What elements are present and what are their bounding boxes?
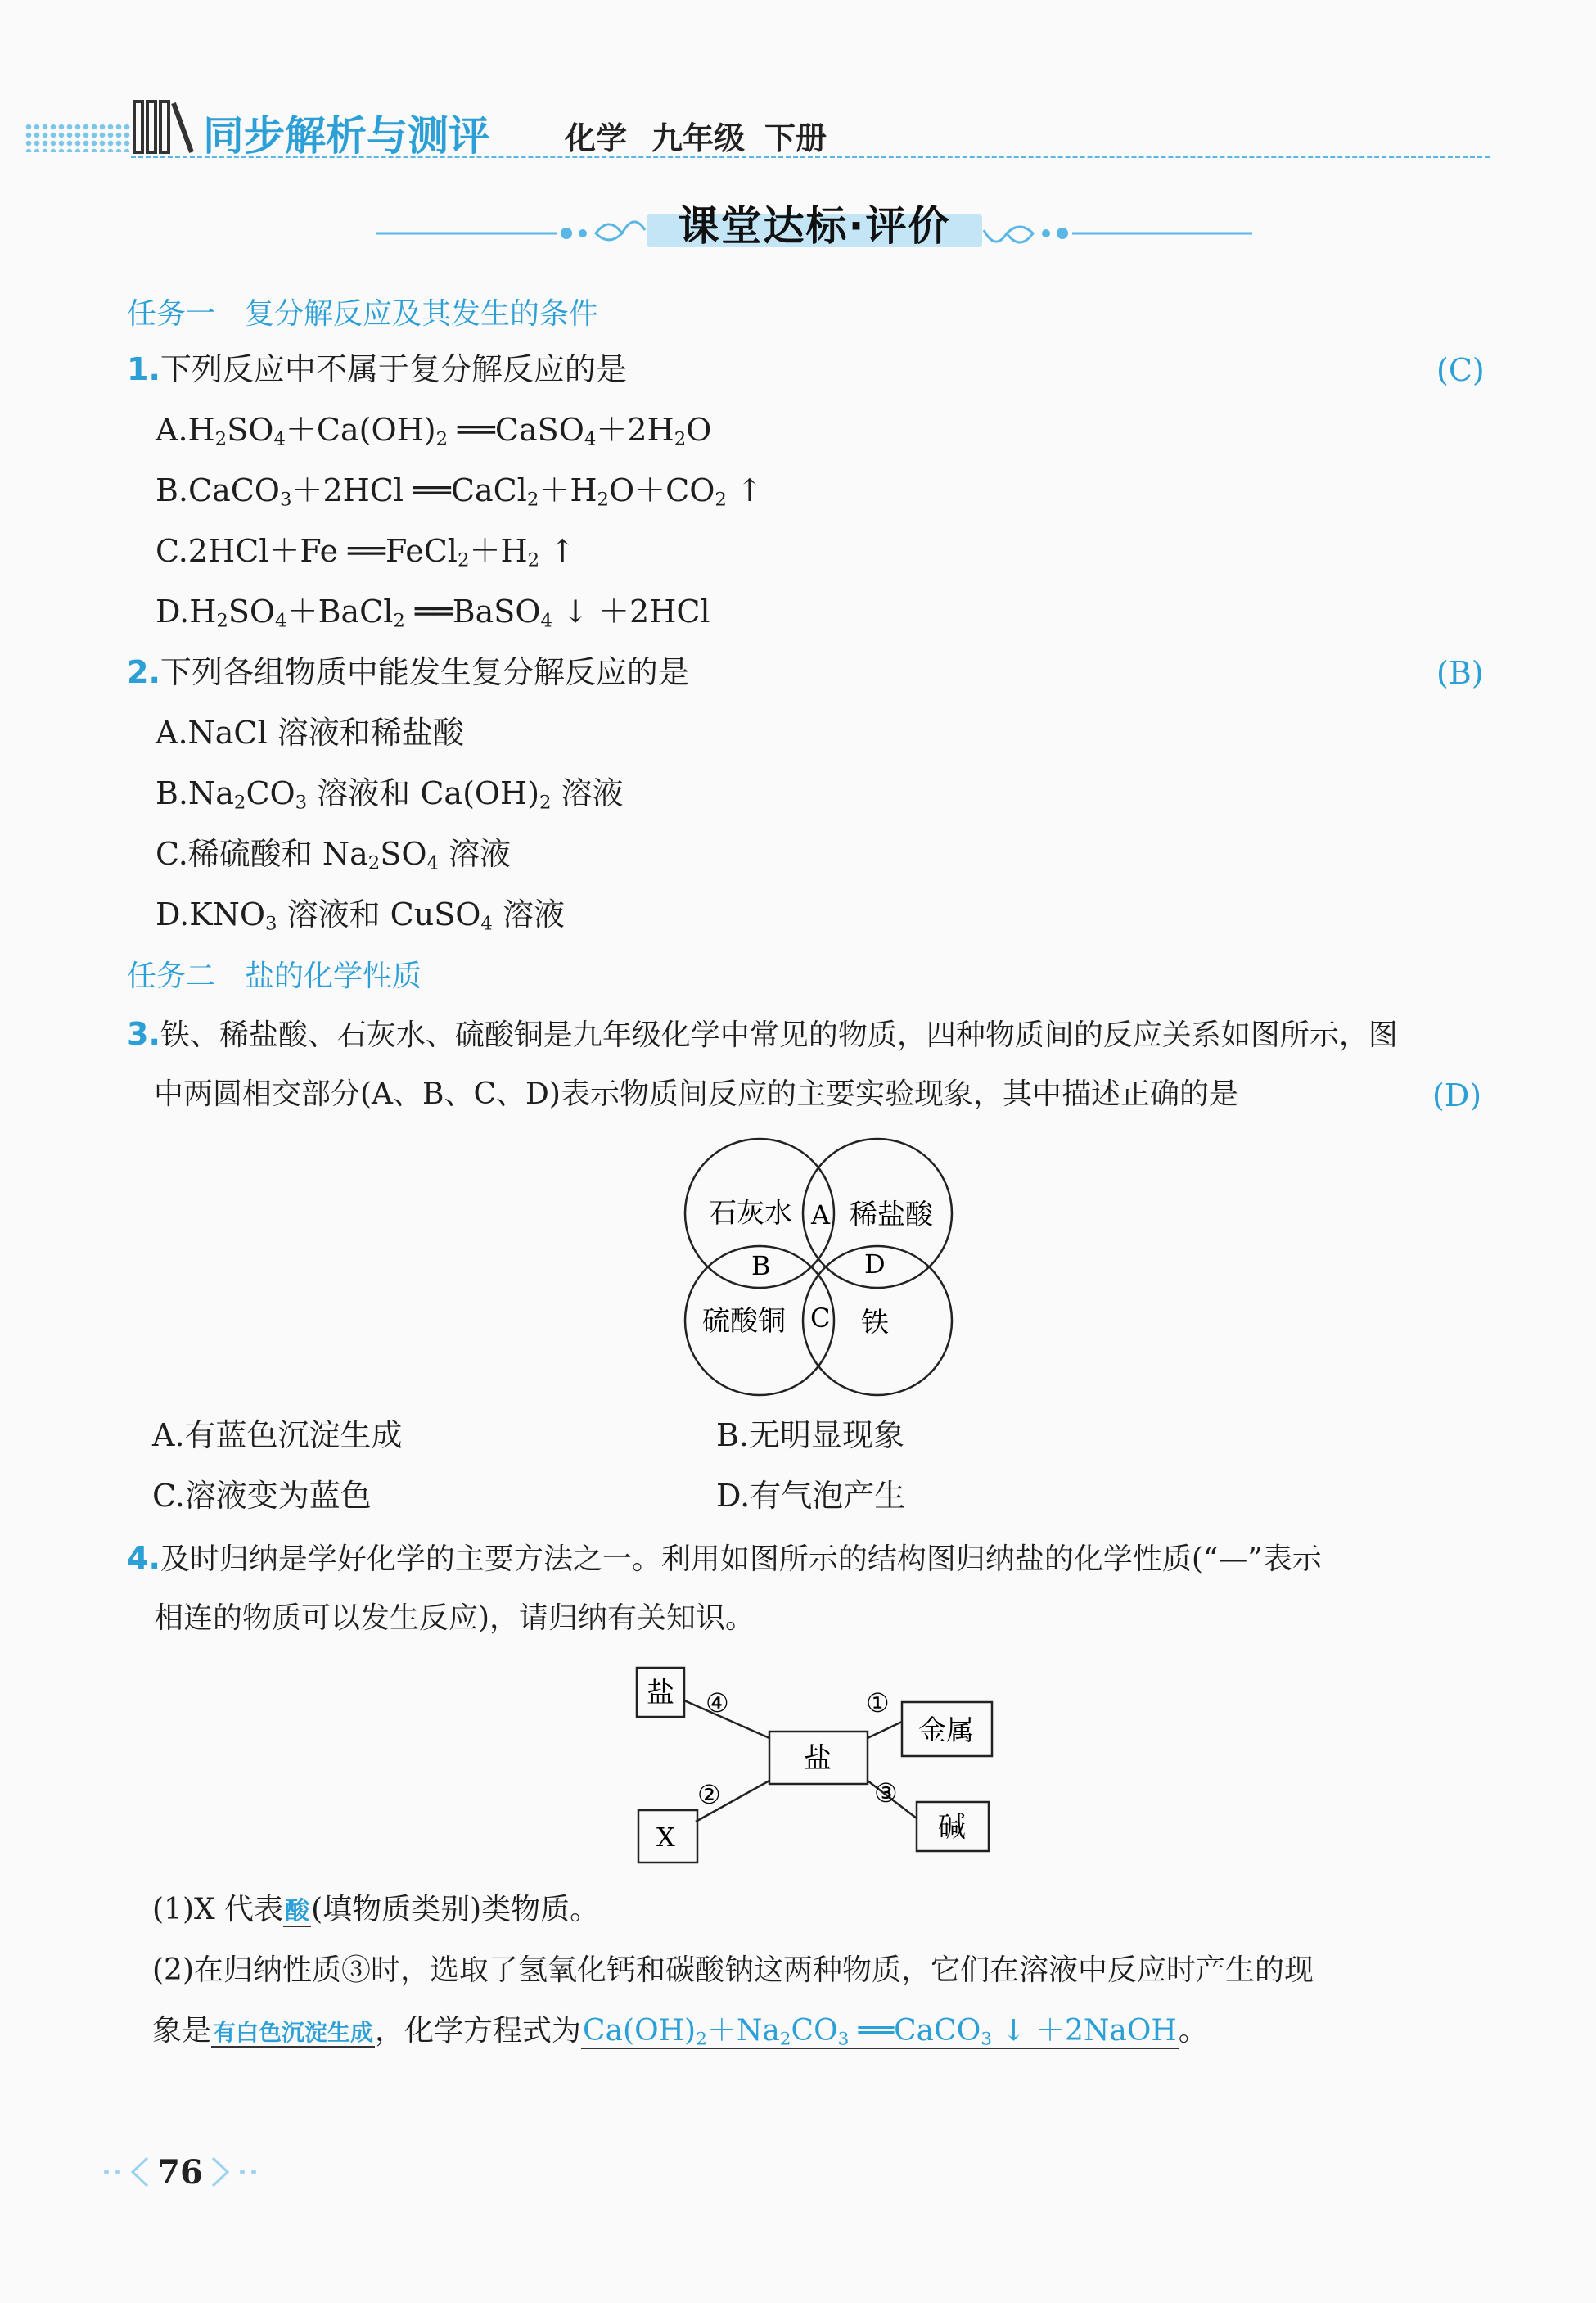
venn-label-bl: 硫酸铜 (702, 1305, 786, 1338)
banner-left-ornament (376, 209, 647, 258)
link-1 (868, 1722, 902, 1738)
task2-heading: 任务二 盐的化学性质 (127, 960, 422, 993)
label-salt-center: 盐 (804, 1742, 832, 1775)
banner-right-ornament (982, 209, 1252, 258)
venn-label-tr: 稀盐酸 (850, 1199, 933, 1231)
q3-answer: (D) (1432, 1077, 1482, 1113)
subject: 化学 (565, 120, 628, 156)
label-base: 碱 (938, 1811, 966, 1844)
q1-number: 1. (127, 351, 160, 387)
label-x: X (656, 1822, 675, 1853)
q2-option-a: A.NaCl 溶液和稀盐酸 (156, 715, 464, 751)
q1-option-a: $A.H_2SO_4+Ca(OH)_2$ $══CaSO_4+2H_2O$ (156, 412, 712, 450)
q4-line1: 及时归纳是学好化学的主要方法之一。利用如图所示的结构图归纳盐的化学性质(“—”表示 (160, 1542, 1322, 1576)
venn-region-c: C (810, 1303, 831, 1334)
q3-number: 3. (127, 1016, 160, 1052)
q3-option-b: B.无明显现象 (716, 1417, 905, 1453)
books-icon (131, 97, 196, 156)
q1-answer: (C) (1436, 352, 1485, 388)
q3-line1: 铁、稀盐酸、石灰水、硫酸铜是九年级化学中常见的物质，四种物质间的反应关系如图所示，图 (160, 1018, 1398, 1052)
label-metal: 金属 (918, 1714, 974, 1747)
q4-sub2-line2: 象是有白色沉淀生成，化学方程式为$Ca(OH)_2+Na_2CO_3$ ══CaCO$_3$ ↓ ＋2NaOH。 (152, 2014, 1208, 2050)
marker-2: ② (697, 1779, 721, 1810)
section-title: 课堂达标·评价 (678, 202, 951, 250)
q2-option-c: C.稀硫酸和 $Na_2SO_4$ 溶液 (156, 836, 512, 874)
q1-stem (127, 347, 627, 391)
q3-option-d: D.有气泡产生 (716, 1478, 906, 1514)
q1-option-d: $D.H_2SO_4+BaCl_2$ ══BaSO$_4$ ↓ ＋2HCl (156, 594, 710, 632)
q4-sub2-phenomenon-answer: 有白色沉淀生成 (213, 2019, 374, 2046)
q3-option-a: A.有蓝色沉淀生成 (152, 1417, 403, 1453)
q4-stem (127, 1536, 1494, 1582)
marker-1: ① (866, 1687, 890, 1718)
header-dots (25, 123, 131, 152)
q4-sub1: (1)X 代表酸(填物质类别)类物质。 (152, 1893, 600, 1926)
q3-option-c: C.溶液变为蓝色 (152, 1478, 372, 1514)
series-title: 同步解析与测评 (203, 112, 489, 160)
marker-4: ④ (706, 1687, 729, 1718)
q2-option-d: $D.KNO_3$ 溶液和 CuSO$_4$ 溶液 (156, 896, 566, 935)
venn-region-b: B (751, 1250, 771, 1281)
q2-answer: (B) (1436, 655, 1484, 691)
q2-number: 2. (127, 654, 160, 690)
venn-label-br: 铁 (861, 1307, 889, 1339)
q4-sub2-line1: (2)在归纳性质③时，选取了氢氧化钙和碳酸钠这两种物质，它们在溶液中反应时产生的现 (152, 1953, 1314, 1987)
venn-region-a: A (811, 1199, 831, 1231)
header-dashed-line (131, 156, 1490, 158)
q3-line2: 中两圆相交部分(A、B、C、D)表示物质间反应的主要实验现象，其中描述正确的是 (154, 1077, 1238, 1111)
q1-option-c: C.2HCl＋Fe $══FeCl_2+H_2$ ↑ (156, 533, 576, 571)
q2-text: 下列各组物质中能发生复分解反应的是 (160, 654, 689, 690)
q2-stem (127, 650, 689, 694)
q4-sub2-equation-answer: $Ca(OH)_2+Na_2CO_3$ ══CaCO$_3$ ↓ ＋2NaOH (583, 2014, 1177, 2050)
header-subject (565, 113, 827, 158)
label-salt-tl: 盐 (647, 1677, 674, 1709)
grade: 九年级 (651, 120, 746, 156)
volume: 下册 (764, 120, 827, 156)
venn-region-d: D (864, 1249, 886, 1280)
salt-properties-diagram (630, 1658, 1007, 1871)
q1-text: 下列反应中不属于复分解反应的是 (160, 351, 627, 387)
venn-diagram (679, 1134, 958, 1404)
q4-number: 4. (127, 1540, 160, 1576)
task1-heading: 任务一 复分解反应及其发生的条件 (127, 297, 599, 331)
q4-sub1-answer: 酸 (285, 1897, 310, 1926)
page-number: 76 (157, 2153, 203, 2192)
q2-option-b: $B.Na_2CO_3$ 溶液和 $Ca(OH)_2$ 溶液 (156, 775, 624, 814)
q1-option-b: B.CaCO$_3$＋2HCl $══CaCl_2+H_2O+CO_2$ ↑ (156, 472, 763, 511)
q3-stem (127, 1012, 1494, 1058)
marker-3: ③ (874, 1777, 898, 1809)
q4-line2: 相连的物质可以发生反应)，请归纳有关知识。 (154, 1601, 755, 1635)
venn-label-tl: 石灰水 (709, 1197, 792, 1230)
